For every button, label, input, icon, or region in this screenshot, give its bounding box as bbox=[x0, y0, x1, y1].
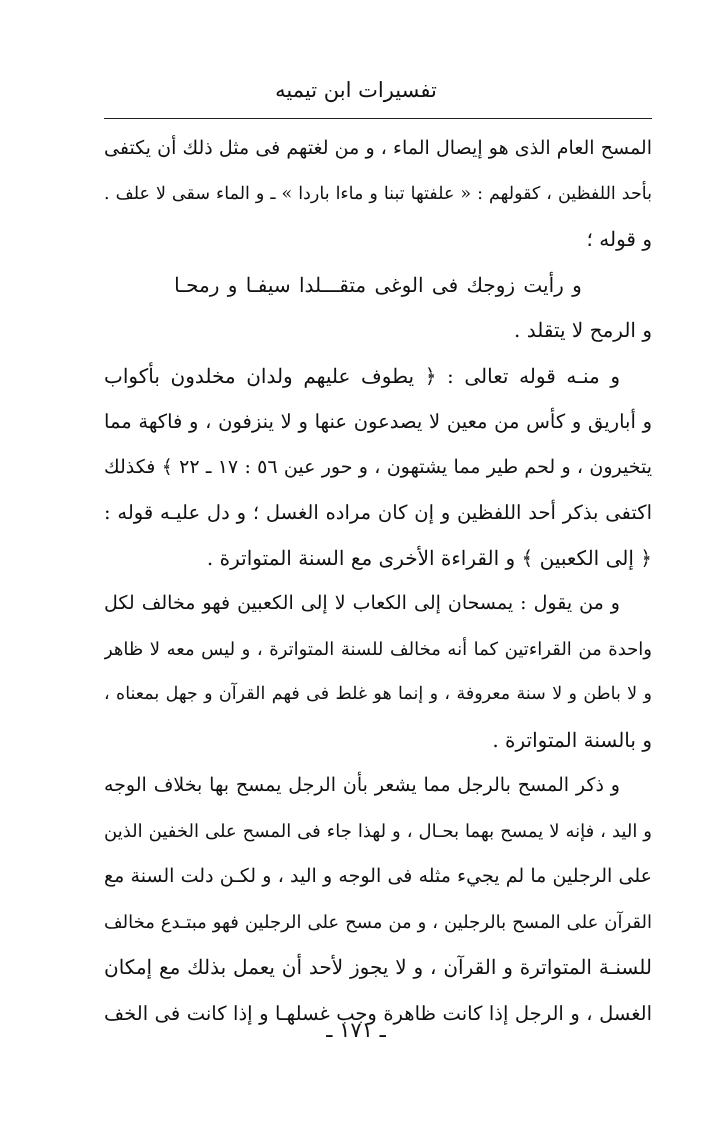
text-line: و الرمح لا يتقلد . bbox=[514, 318, 652, 342]
text-line: ﴿ إلى الكعبين ﴾ و القراءة الأخرى مع السنة المتواترة . bbox=[206, 545, 652, 570]
text-line: و اليد ، فإنه لا يمسح بهما بحـال ، و لهذا جاء فى المسح على الخفين الذين bbox=[104, 820, 652, 842]
text-line: و بالسنة المتواترة . bbox=[492, 727, 652, 752]
text-line: يتخيرون ، و لحم طير مما يشتهون ، و حور عين ٥٦ : ١٧ ـ ٢٢ ﴾ فكذلك bbox=[104, 455, 652, 478]
page-number: ـ ١٧١ ـ bbox=[326, 1018, 386, 1042]
header-rule bbox=[104, 118, 652, 119]
text-line: و لا باطن و لا سنة معروفة ، و إنما هو غلط فى فهم القرآن و جهل بمعناه ، bbox=[104, 684, 652, 704]
text-line: القرآن على المسح بالرجلين ، و من مسح على الرجلين فهو مبتـدع مخالف bbox=[104, 911, 652, 933]
text-line: الغسل ، و الرجل إذا كانت ظاهرة وجب غسلهـا و إذا كانت فى الخف bbox=[104, 1001, 652, 1025]
running-header-title: تفسيرات ابن تيميه bbox=[275, 78, 437, 102]
text-line: المسح العام الذى هو إيصال الماء ، و من لغتهم فى مثل ذلك أن يكتفى bbox=[104, 137, 652, 159]
text-line: و أباريق و كأس من معين لا يصدعون عنها و لا ينزفون ، و فاكهة مما bbox=[104, 410, 652, 433]
text-line: على الرجلين ما لم يجيء مثله فى الوجه و اليد ، و لكـن دلت السنة مع bbox=[104, 865, 652, 887]
text-line: بأحد اللفظين ، كقولهم : « علفتها تبنا و ماءا باردا » ـ و الماء سقى لا علف . bbox=[104, 183, 652, 204]
page-body bbox=[104, 126, 652, 1036]
text-line: للسنـة المتواترة و القرآن ، و لا يجوز لأحد أن يعمل بذلك مع إمكان bbox=[104, 955, 652, 979]
text-line: و من يقول : يمسحان إلى الكعاب لا إلى الكعبين فهو مخالف لكل bbox=[104, 592, 620, 614]
text-line: و منـه قوله تعالى : ﴿ يطوف عليهم ولدان مخلدون بأكواب bbox=[104, 363, 620, 388]
text-line: و ذكر المسح بالرجل مما يشعر بأن الرجل يمسح بها بخلاف الوجه bbox=[104, 774, 620, 796]
text-line: اكتفى بذكر أحد اللفظين و إن كان مراده الغسل ؛ و دل عليـه قوله : bbox=[104, 501, 652, 524]
poetry-verse-line: و رأيت زوجك فى الوغى متقـــلدا سيفـا و رمحـا bbox=[174, 272, 582, 297]
text-line: و قوله ؛ bbox=[586, 227, 652, 251]
text-line: واحدة من القراءتين كما أنه مخالف للسنة المتواترة ، و ليس معه لا ظاهر bbox=[104, 638, 652, 660]
